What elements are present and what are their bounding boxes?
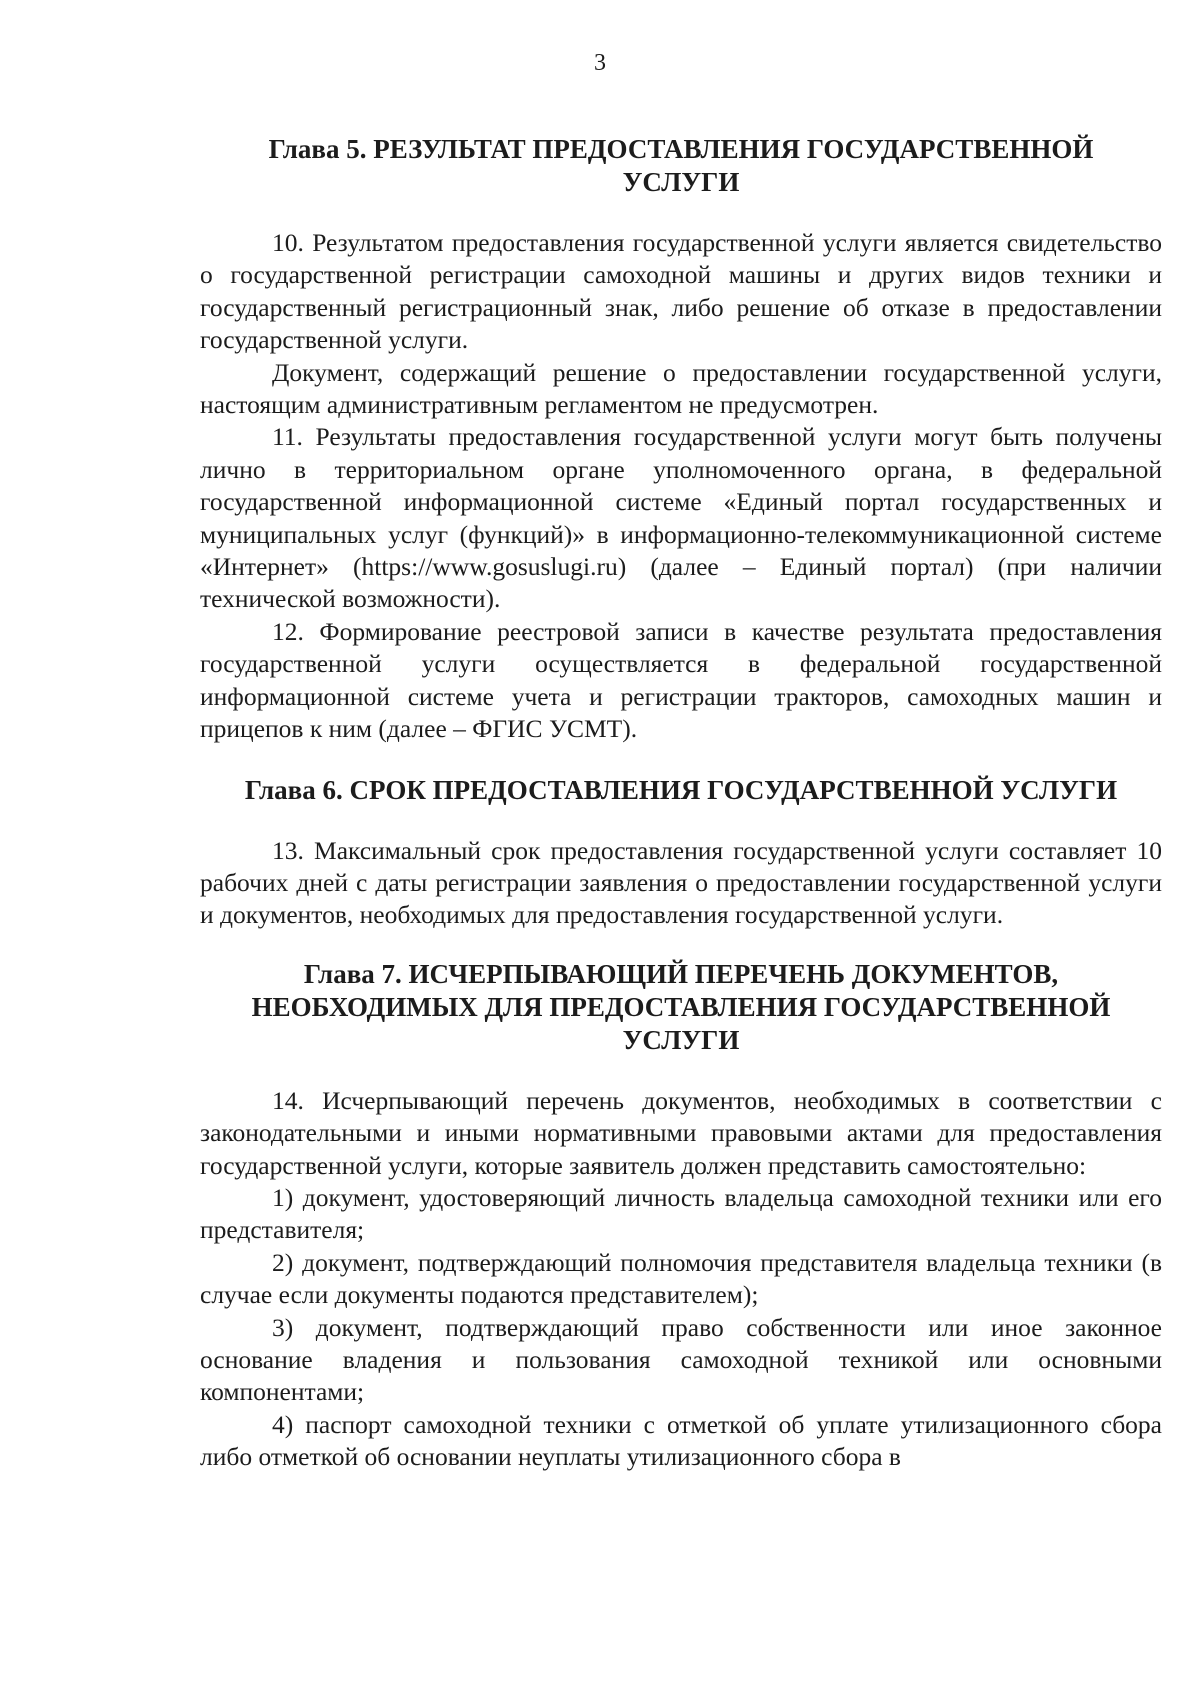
chapter-5-heading-line-1: Глава 5. РЕЗУЛЬТАТ ПРЕДОСТАВЛЕНИЯ ГОСУДАРСТВЕННОЙ — [268, 134, 1094, 164]
paragraph-14: 14. Исчерпывающий перечень документов, необходимых в соответствии с законодательными и иными нормативными правовыми актами для предоставления государственной услуги, которые заявитель должен представить самостоятельно: — [200, 1085, 1162, 1180]
chapter-6-heading — [200, 774, 1162, 807]
chapter-5-heading-line-2: УСЛУГИ — [622, 167, 740, 197]
list-item-3: 3) документ, подтверждающий право собственности или иное законное основание владения и пользования самоходной техникой или основными компонентами; — [200, 1312, 1162, 1407]
chapter-7-heading — [200, 958, 1162, 1057]
list-item-2: 2) документ, подтверждающий полномочия представителя владельца техники (в случае если документы подаются представителем); — [200, 1247, 1162, 1310]
paragraph-10-note: Документ, содержащий решение о предоставлении государственной услуги, настоящим административным регламентом не предусмотрен. — [200, 357, 1162, 420]
chapter-6-heading-line-1: Глава 6. СРОК ПРЕДОСТАВЛЕНИЯ ГОСУДАРСТВЕННОЙ УСЛУГИ — [244, 774, 1118, 805]
paragraph-12: 12. Формирование реестровой записи в качестве результата предоставления государственной услуги осуществляется в федеральной государственной информационной системе учета и регистрации тракторов, самоходных машин и прицепов к ним (далее – ФГИС УСМТ). — [200, 616, 1162, 744]
list-item-1: 1) документ, удостоверяющий личность владельца самоходной техники или его представителя; — [200, 1182, 1162, 1245]
chapter-7-heading-line-2: НЕОБХОДИМЫХ ДЛЯ ПРЕДОСТАВЛЕНИЯ ГОСУДАРСТВЕННОЙ — [251, 991, 1111, 1022]
paragraph-11: 11. Результаты предоставления государственной услуги могут быть получены лично в территориальном органе уполномоченного органа, в федеральной государственной информационной системе «Единый портал государственных и муниципальных услуг (функций)» в информационно-телекоммуникационной системе «Интернет» (https://www.gosuslugi.ru) (далее – Единый портал) (при наличии технической возможности). — [200, 422, 1162, 614]
chapter-7-heading-line-1: Глава 7. ИСЧЕРПЫВАЮЩИЙ ПЕРЕЧЕНЬ ДОКУМЕНТОВ, — [303, 958, 1059, 989]
chapter-5-heading — [200, 133, 1162, 199]
paragraph-13: 13. Максимальный срок предоставления государственной услуги составляет 10 рабочих дней с даты регистрации заявления о предоставлении государственной услуги и документов, необходимых для предоставления государственной услуги. — [200, 835, 1162, 930]
list-item-4: 4) паспорт самоходной техники с отметкой об уплате утилизационного сбора либо отметкой об основании неуплаты утилизационного сбора в — [200, 1409, 1162, 1472]
chapter-7-heading-line-3: УСЛУГИ — [622, 1024, 740, 1055]
page-number: 3 — [594, 50, 606, 76]
paragraph-10: 10. Результатом предоставления государственной услуги является свидетельство о государственной регистрации самоходной машины и других видов техники и государственный регистрационный знак, либо решение об отказе в предоставлении государственной услуги. — [200, 228, 1162, 355]
page-content — [200, 133, 1162, 1474]
